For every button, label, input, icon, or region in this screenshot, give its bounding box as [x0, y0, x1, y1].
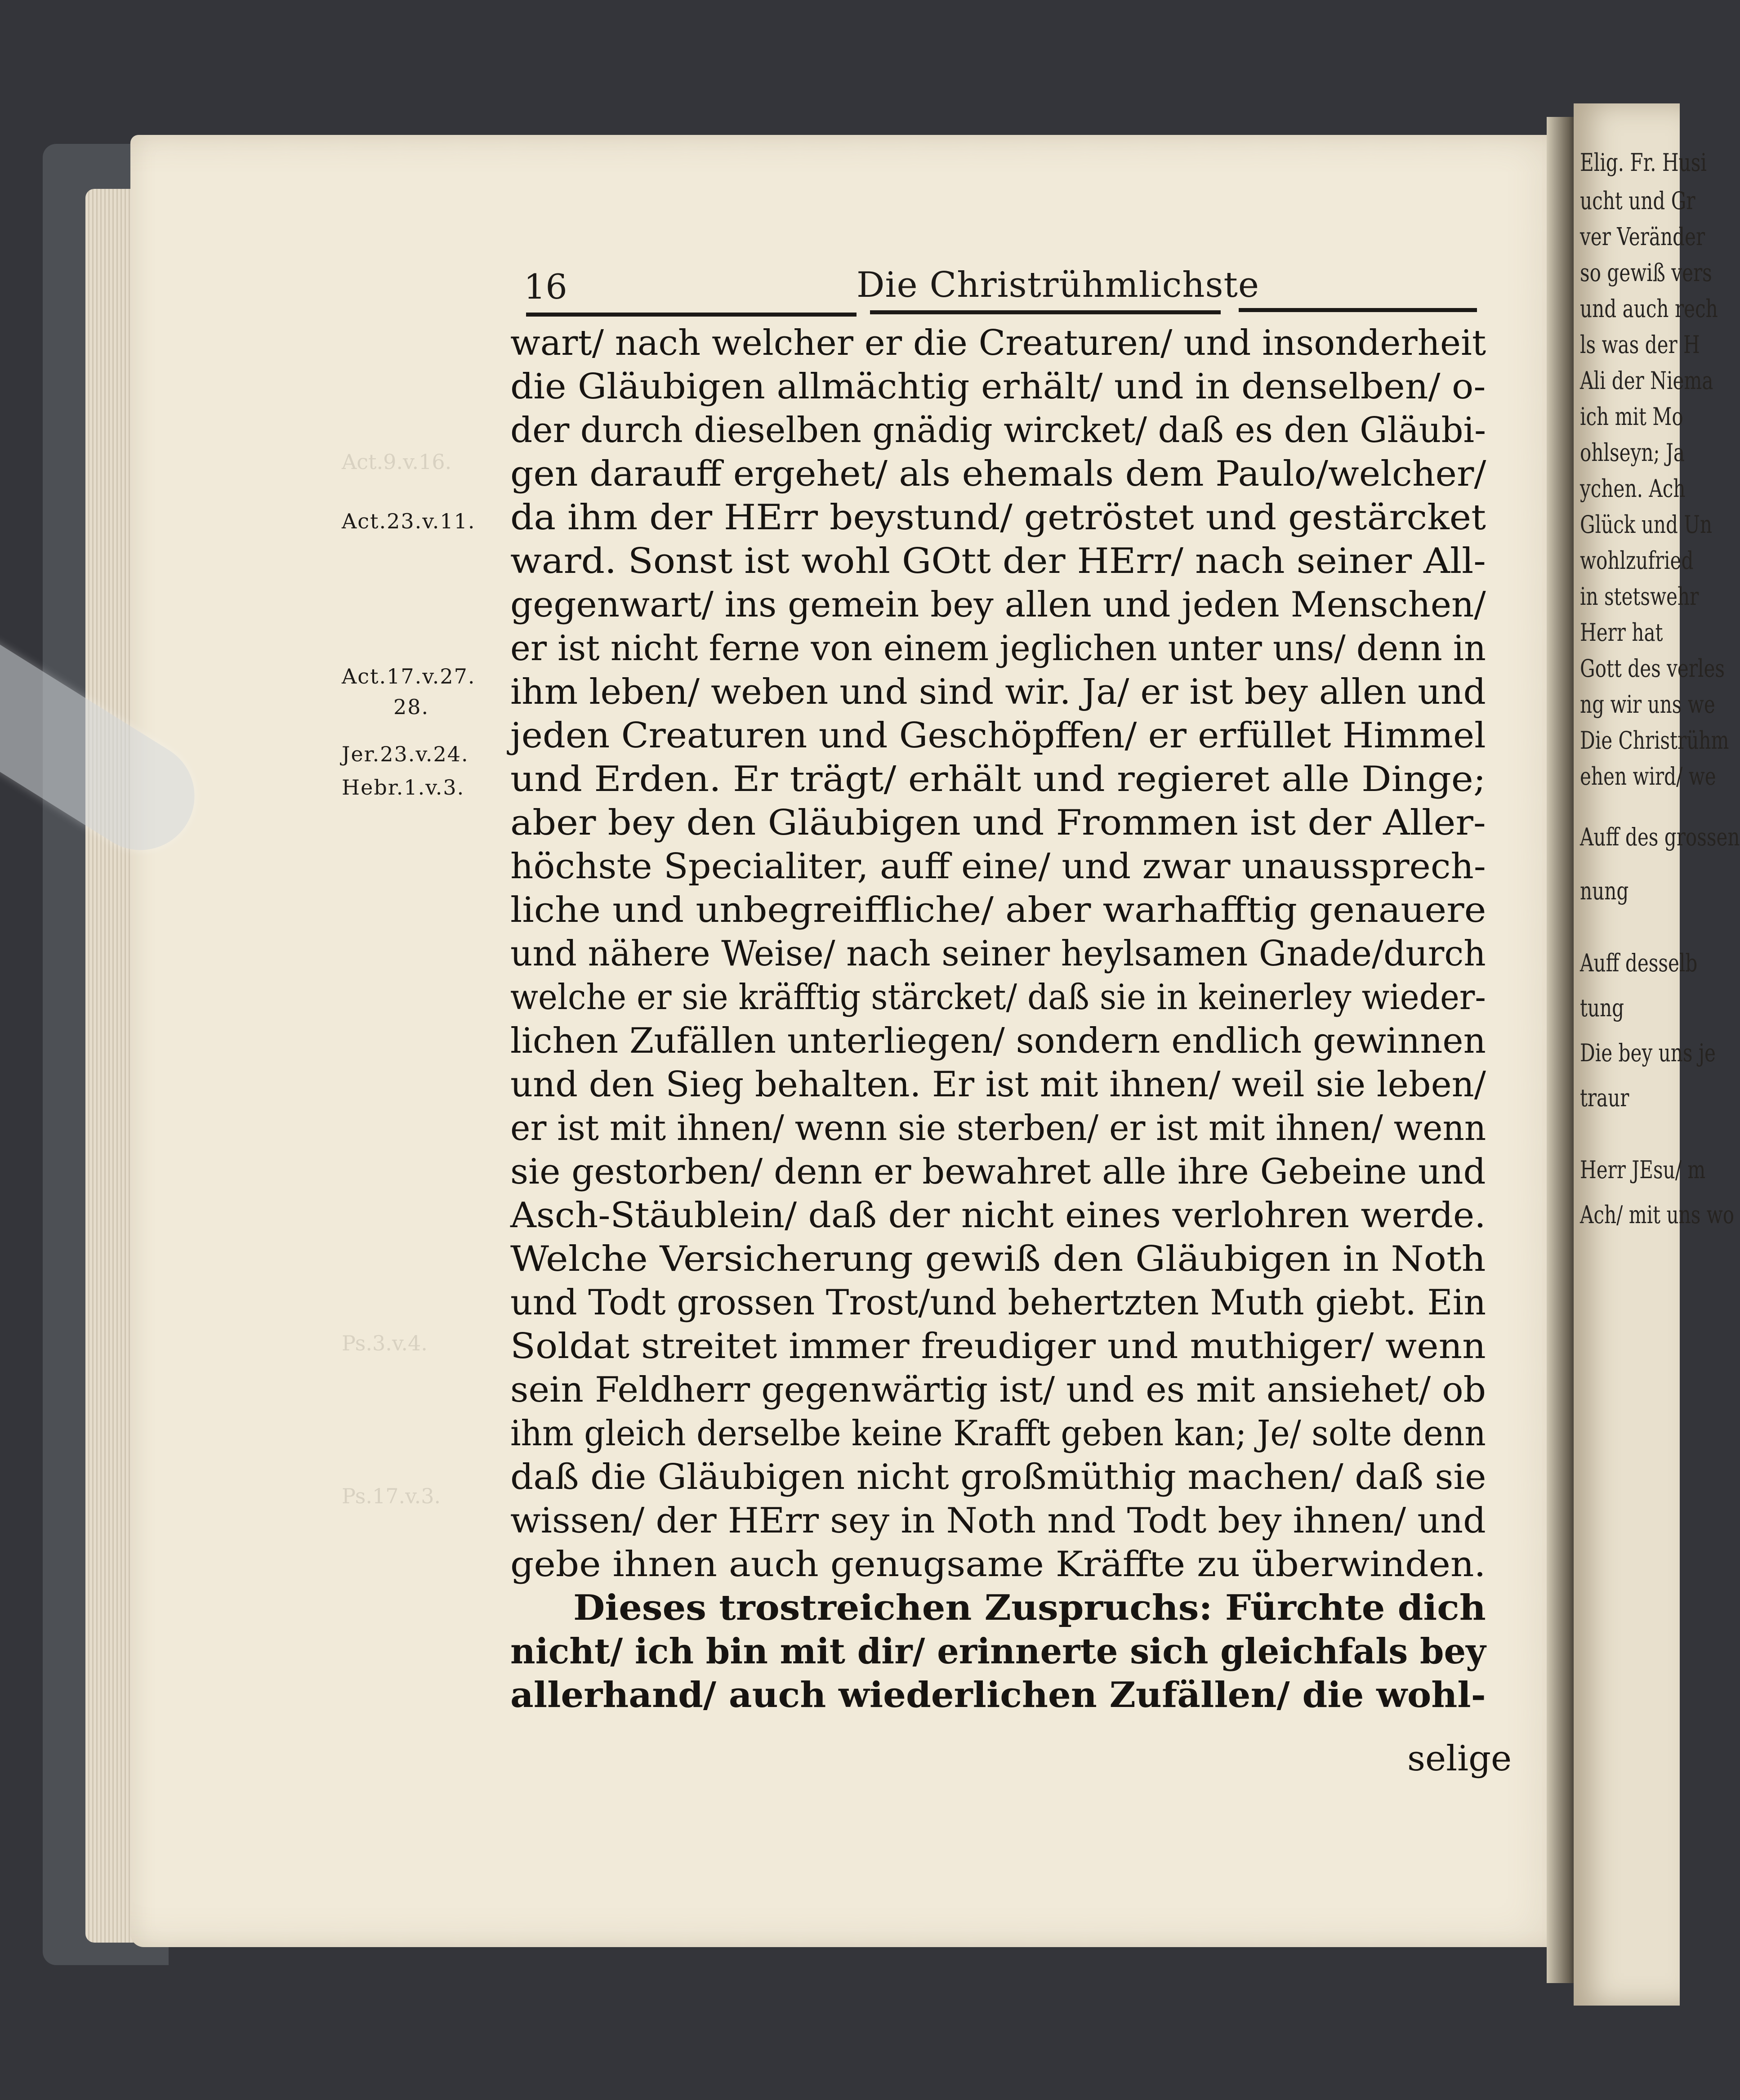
facing-page-line: Ali der Niema: [1580, 366, 1713, 395]
facing-page-line: ls was der H: [1580, 331, 1700, 359]
text-line: daß die Gläubigen nicht großmüthig machen/ daß sie: [510, 1457, 1486, 1497]
facing-page-line: Auff desselb: [1580, 949, 1698, 977]
marginal-note: Act.17.v.27.: [342, 664, 476, 688]
running-title: Die Christrühmlichste: [857, 265, 1260, 305]
header-rule: [870, 310, 1221, 314]
facing-page-line: Die bey uns je: [1580, 1039, 1716, 1067]
text-line: und nähere Weise/ nach seiner heylsamen Gnade/durch: [510, 934, 1486, 974]
text-line: ward. Sonst ist wohl GOtt der HErr/ nach seiner All-: [510, 541, 1486, 581]
facing-page-line: nung: [1580, 877, 1629, 905]
facing-page-line: Herr JEsu/ m: [1580, 1156, 1706, 1184]
marginal-note: 28.: [393, 695, 429, 719]
text-line: da ihm der HErr beystund/ getröstet und gestärcket: [510, 497, 1486, 538]
facing-page-line: so gewiß vers: [1580, 259, 1712, 287]
facing-page-line: ohlseyn; Ja: [1580, 438, 1685, 467]
text-line: liche und unbegreiffliche/ aber warhafftig genauere: [510, 890, 1486, 930]
text-line: wart/ nach welcher er die Creaturen/ und insonderheit: [510, 323, 1486, 363]
facing-page-line: ehen wird/ we: [1580, 762, 1716, 791]
text-line: welche er sie kräfftig stärcket/ daß sie in keinerley wieder-: [510, 977, 1486, 1018]
facing-page-line: Auff des grossen: [1580, 823, 1740, 851]
marginal-note: Hebr.1.v.3.: [342, 775, 465, 800]
facing-page-line: Ach/ mit uns wo: [1580, 1201, 1735, 1229]
facing-page-line: und auch rech: [1580, 295, 1718, 323]
marginal-note: Act.23.v.11.: [342, 509, 476, 533]
text-line: Welche Versicherung gewiß den Gläubigen in Noth: [510, 1239, 1486, 1279]
text-line: höchste Specialiter, auff eine/ und zwar unaussprech-: [510, 846, 1486, 887]
text-line: gegenwart/ ins gemein bey allen und jeden Menschen/: [510, 585, 1486, 625]
text-line: gen darauff ergehet/ als ehemals dem Paulo/welcher/: [510, 454, 1486, 494]
text-line: ihm leben/ weben und sind wir. Ja/ er ist bey allen und: [510, 672, 1486, 712]
facing-page-line: tung: [1580, 994, 1624, 1022]
facing-page-line: Glück und Un: [1580, 510, 1712, 539]
facing-page-line: Elig. Fr. Husi: [1580, 148, 1707, 177]
text-line: wissen/ der HErr sey in Noth nnd Todt bey ihnen/ und: [510, 1501, 1486, 1541]
facing-page-line: ver Veränder: [1580, 223, 1705, 251]
text-line: lichen Zufällen unterliegen/ sondern endlich gewinnen: [510, 1021, 1486, 1061]
text-line: und Todt grossen Trost/und behertzten Muth giebt. Ein: [510, 1282, 1486, 1323]
text-line: und den Sieg behalten. Er ist mit ihnen/ weil sie leben/: [510, 1064, 1486, 1105]
text-line: jeden Creaturen und Geschöpffen/ er erfüllet Himmel: [510, 715, 1486, 756]
facing-page-line: wohlzufried: [1580, 546, 1694, 575]
text-line: Dieses trostreichen Zuspruchs: Fürchte dich: [573, 1587, 1486, 1628]
text-line: gebe ihnen auch genugsame Kräffte zu überwinden.: [510, 1544, 1486, 1585]
text-line: ihm gleich derselbe keine Krafft geben kan; Je/ solte denn: [510, 1413, 1486, 1454]
text-line: aber bey den Gläubigen und Frommen ist der Aller-: [510, 803, 1486, 843]
text-line: und Erden. Er trägt/ erhält und regieret alle Dinge;: [510, 759, 1486, 800]
text-line: er ist nicht ferne von einem jeglichen unter uns/ denn in: [510, 628, 1486, 669]
catchword: selige: [1407, 1738, 1512, 1779]
facing-page-line: Die Christrühm: [1580, 726, 1729, 755]
show-through-text: Act.9.v.16.: [342, 450, 452, 474]
show-through-text: Ps.3.v.4.: [342, 1331, 428, 1355]
facing-page-line: Gott des verles: [1580, 654, 1725, 683]
show-through-text: Ps.17.v.3.: [342, 1484, 441, 1508]
facing-page-line: ychen. Ach: [1580, 474, 1686, 503]
text-line: nicht/ ich bin mit dir/ erinnerte sich gleichfals bey: [510, 1631, 1486, 1672]
facing-page-line: Herr hat: [1580, 618, 1663, 647]
page-header: [524, 263, 1481, 307]
text-line: der durch dieselben gnädig wircket/ daß es den Gläubi-: [510, 410, 1486, 451]
text-line: die Gläubigen allmächtig erhält/ und in denselben/ o-: [510, 366, 1486, 407]
text-line: sein Feldherr gegenwärtig ist/ und es mit ansiehet/ ob: [510, 1370, 1486, 1410]
text-line: er ist mit ihnen/ wenn sie sterben/ er ist mit ihnen/ wenn: [510, 1108, 1486, 1148]
facing-page-line: in stetswehr: [1580, 582, 1699, 611]
facing-page-line: traur: [1580, 1084, 1629, 1112]
header-rule: [526, 313, 857, 317]
text-line: Asch-Stäublein/ daß der nicht eines verlohren werde.: [510, 1195, 1486, 1236]
facing-page-line: ucht und Gr: [1580, 187, 1695, 215]
text-line: allerhand/ auch wiederlichen Zufällen/ die wohl-: [510, 1675, 1486, 1716]
page-number: 16: [524, 267, 567, 307]
facing-page-line: ich mit Mo: [1580, 402, 1683, 431]
facing-page: [1574, 103, 1740, 2006]
facing-page-line: ng wir uns we: [1580, 690, 1715, 719]
text-line: sie gestorben/ denn er bewahret alle ihre Gebeine und: [510, 1152, 1486, 1192]
text-line: Soldat streitet immer freudiger und muthiger/ wenn: [510, 1326, 1486, 1367]
marginal-note: Jer.23.v.24.: [342, 742, 469, 766]
header-rule: [1239, 308, 1477, 312]
